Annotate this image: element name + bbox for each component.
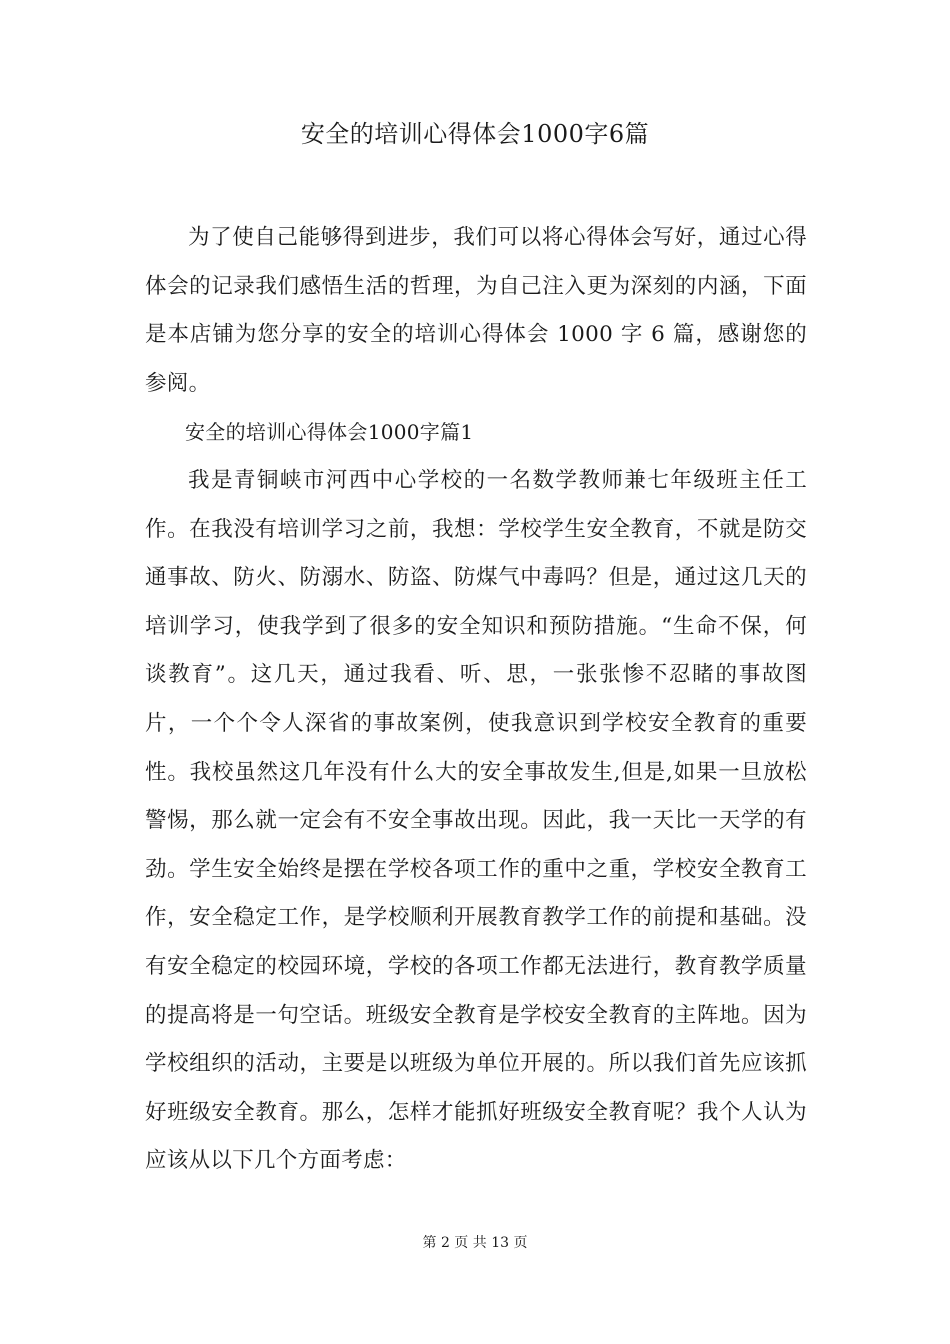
document-title: 安全的培训心得体会1000字6篇: [300, 120, 650, 148]
document-body: [145, 214, 807, 1186]
intro-paragraph: 为了使自己能够得到进步，我们可以将心得体会写好，通过心得体会的记录我们感悟生活的哲理，为自己注入更为深刻的内涵，下面是本店铺为您分享的安全的培训心得体会 1000 字 6 篇，感谢您的参阅。: [145, 225, 807, 396]
body-paragraph: 我是青铜峡市河西中心学校的一名数学教师兼七年级班主任工作。在我没有培训学习之前，我想：学校学生安全教育，不就是防交通事故、防火、防溺水、防盗、防煤气中毒吗？但是，通过这几天的培训学习，使我学到了很多的安全知识和预防措施。“生命不保，何谈教育”。这几天，通过我看、听、思，一张张惨不忍睹的事故图片，一个个令人深省的事故案例，使我意识到学校安全教育的重要性。我校虽然这几年没有什么大的安全事故发生,但是,如果一旦放松警惕，那么就一定会有不安全事故出现。因此，我一天比一天学的有劲。学生安全始终是摆在学校各项工作的重中之重，学校安全教育工作，安全稳定工作，是学校顺利开展教育教学工作的前提和基础。没有安全稳定的校园环境，学校的各项工作都无法进行，教育教学质量的提高将是一句空话。班级安全教育是学校安全教育的主阵地。因为学校组织的活动，主要是以班级为单位开展的。所以我们首先应该抓好班级安全教育。那么，怎样才能抓好班级安全教育呢？我个人认为应该从以下几个方面考虑：: [145, 467, 807, 1174]
page-footer: 第 2 页 共 13 页: [422, 1235, 528, 1251]
section-heading: 安全的培训心得体会1000字篇1: [185, 420, 474, 445]
